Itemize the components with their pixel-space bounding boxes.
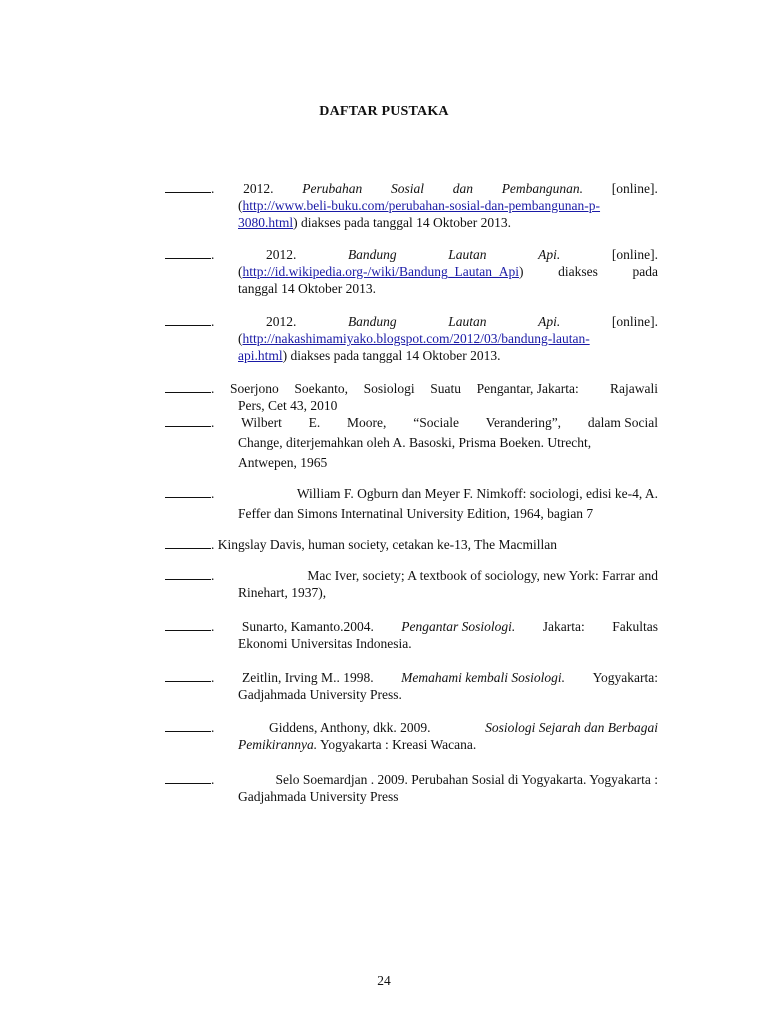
reference-entry-8: . Mac Iver, society; A textbook of sociology, new York: Farrar and Rinehart, 1937), [165, 567, 658, 601]
reference-entry-2: . 2012. Bandung Lautan Api. [online]. (http://id.wikipedia.org-/wiki/Bandung_Lautan_Api) diakses pada tanggal 14 Oktober 2013. [165, 246, 658, 297]
author-blank [165, 313, 211, 326]
author-blank [165, 414, 211, 427]
reference-entry-6: . William F. Ogburn dan Meyer F. Nimkoff: sociologi, edisi ke-4, A. Feffer dan Simons Internatinal University Edition, 1964, bagian 7 [165, 485, 658, 522]
author-blank [165, 618, 211, 631]
reference-entry-11: . Giddens, Anthony, dkk. 2009. Sosiologi Sejarah dan Berbagai Pemikirannya. Yogyakarta : Kreasi Wacana. [165, 719, 658, 753]
reference-entry-5: . Wilbert E. Moore, “Sociale Verandering”, dalam Social Change, diterjemahkan oleh A. Basoski, Prisma Boeken. Utrecht, Antwepen, 1965 [165, 414, 658, 471]
reference-link-3[interactable]: http://nakashimamiyako.blogspot.com/2012/03/bandung-lautan- [242, 331, 590, 346]
reference-link-2[interactable]: http://id.wikipedia.org-/wiki/Bandung_Lautan_Api [242, 264, 519, 279]
author-blank [165, 180, 211, 193]
reference-link-3-cont[interactable]: api.html [238, 348, 283, 363]
reference-entry-12: . Selo Soemardjan . 2009. Perubahan Sosial di Yogyakarta. Yogyakarta : Gadjahmada University Press [165, 771, 658, 805]
author-blank [165, 536, 211, 549]
reference-entry-7: . Kingslay Davis, human society, cetakan ke-13, The Macmillan [165, 536, 658, 553]
reference-entry-4: . Soerjono Soekanto, Sosiologi Suatu Pengantar, Jakarta: Rajawali Pers, Cet 43, 2010 [165, 380, 658, 414]
author-blank [165, 246, 211, 259]
reference-entry-9: . Sunarto, Kamanto.2004. Pengantar Sosiologi. Jakarta: Fakultas Ekonomi Universitas Indonesia. [165, 618, 658, 652]
reference-link-1-cont[interactable]: 3080.html [238, 215, 294, 230]
author-blank [165, 771, 211, 784]
reference-entry-3: . 2012. Bandung Lautan Api. [online]. (http://nakashimamiyako.blogspot.com/2012/03/bandung-lautan- api.html) diakses pada tanggal 14 Oktober 2013. [165, 313, 658, 364]
page-number: 24 [377, 973, 391, 988]
author-blank [165, 669, 211, 682]
reference-link-1[interactable]: http://www.beli-buku.com/perubahan-sosial-dan-pembangunan-p- [242, 198, 601, 213]
author-blank [165, 380, 211, 393]
author-blank [165, 567, 211, 580]
reference-entry-10: . Zeitlin, Irving M.. 1998. Memahami kembali Sosiologi. Yogyakarta: Gadjahmada University Press. [165, 669, 658, 703]
reference-entry-1: . 2012. Perubahan Sosial dan Pembangunan. [online]. (http://www.beli-buku.com/perubahan-sosial-dan-pembangunan-p- 3080.html) diakses pada tanggal 14 Oktober 2013. [165, 180, 658, 231]
author-blank [165, 719, 211, 732]
page-title: DAFTAR PUSTAKA [319, 104, 449, 119]
author-blank [165, 485, 211, 498]
